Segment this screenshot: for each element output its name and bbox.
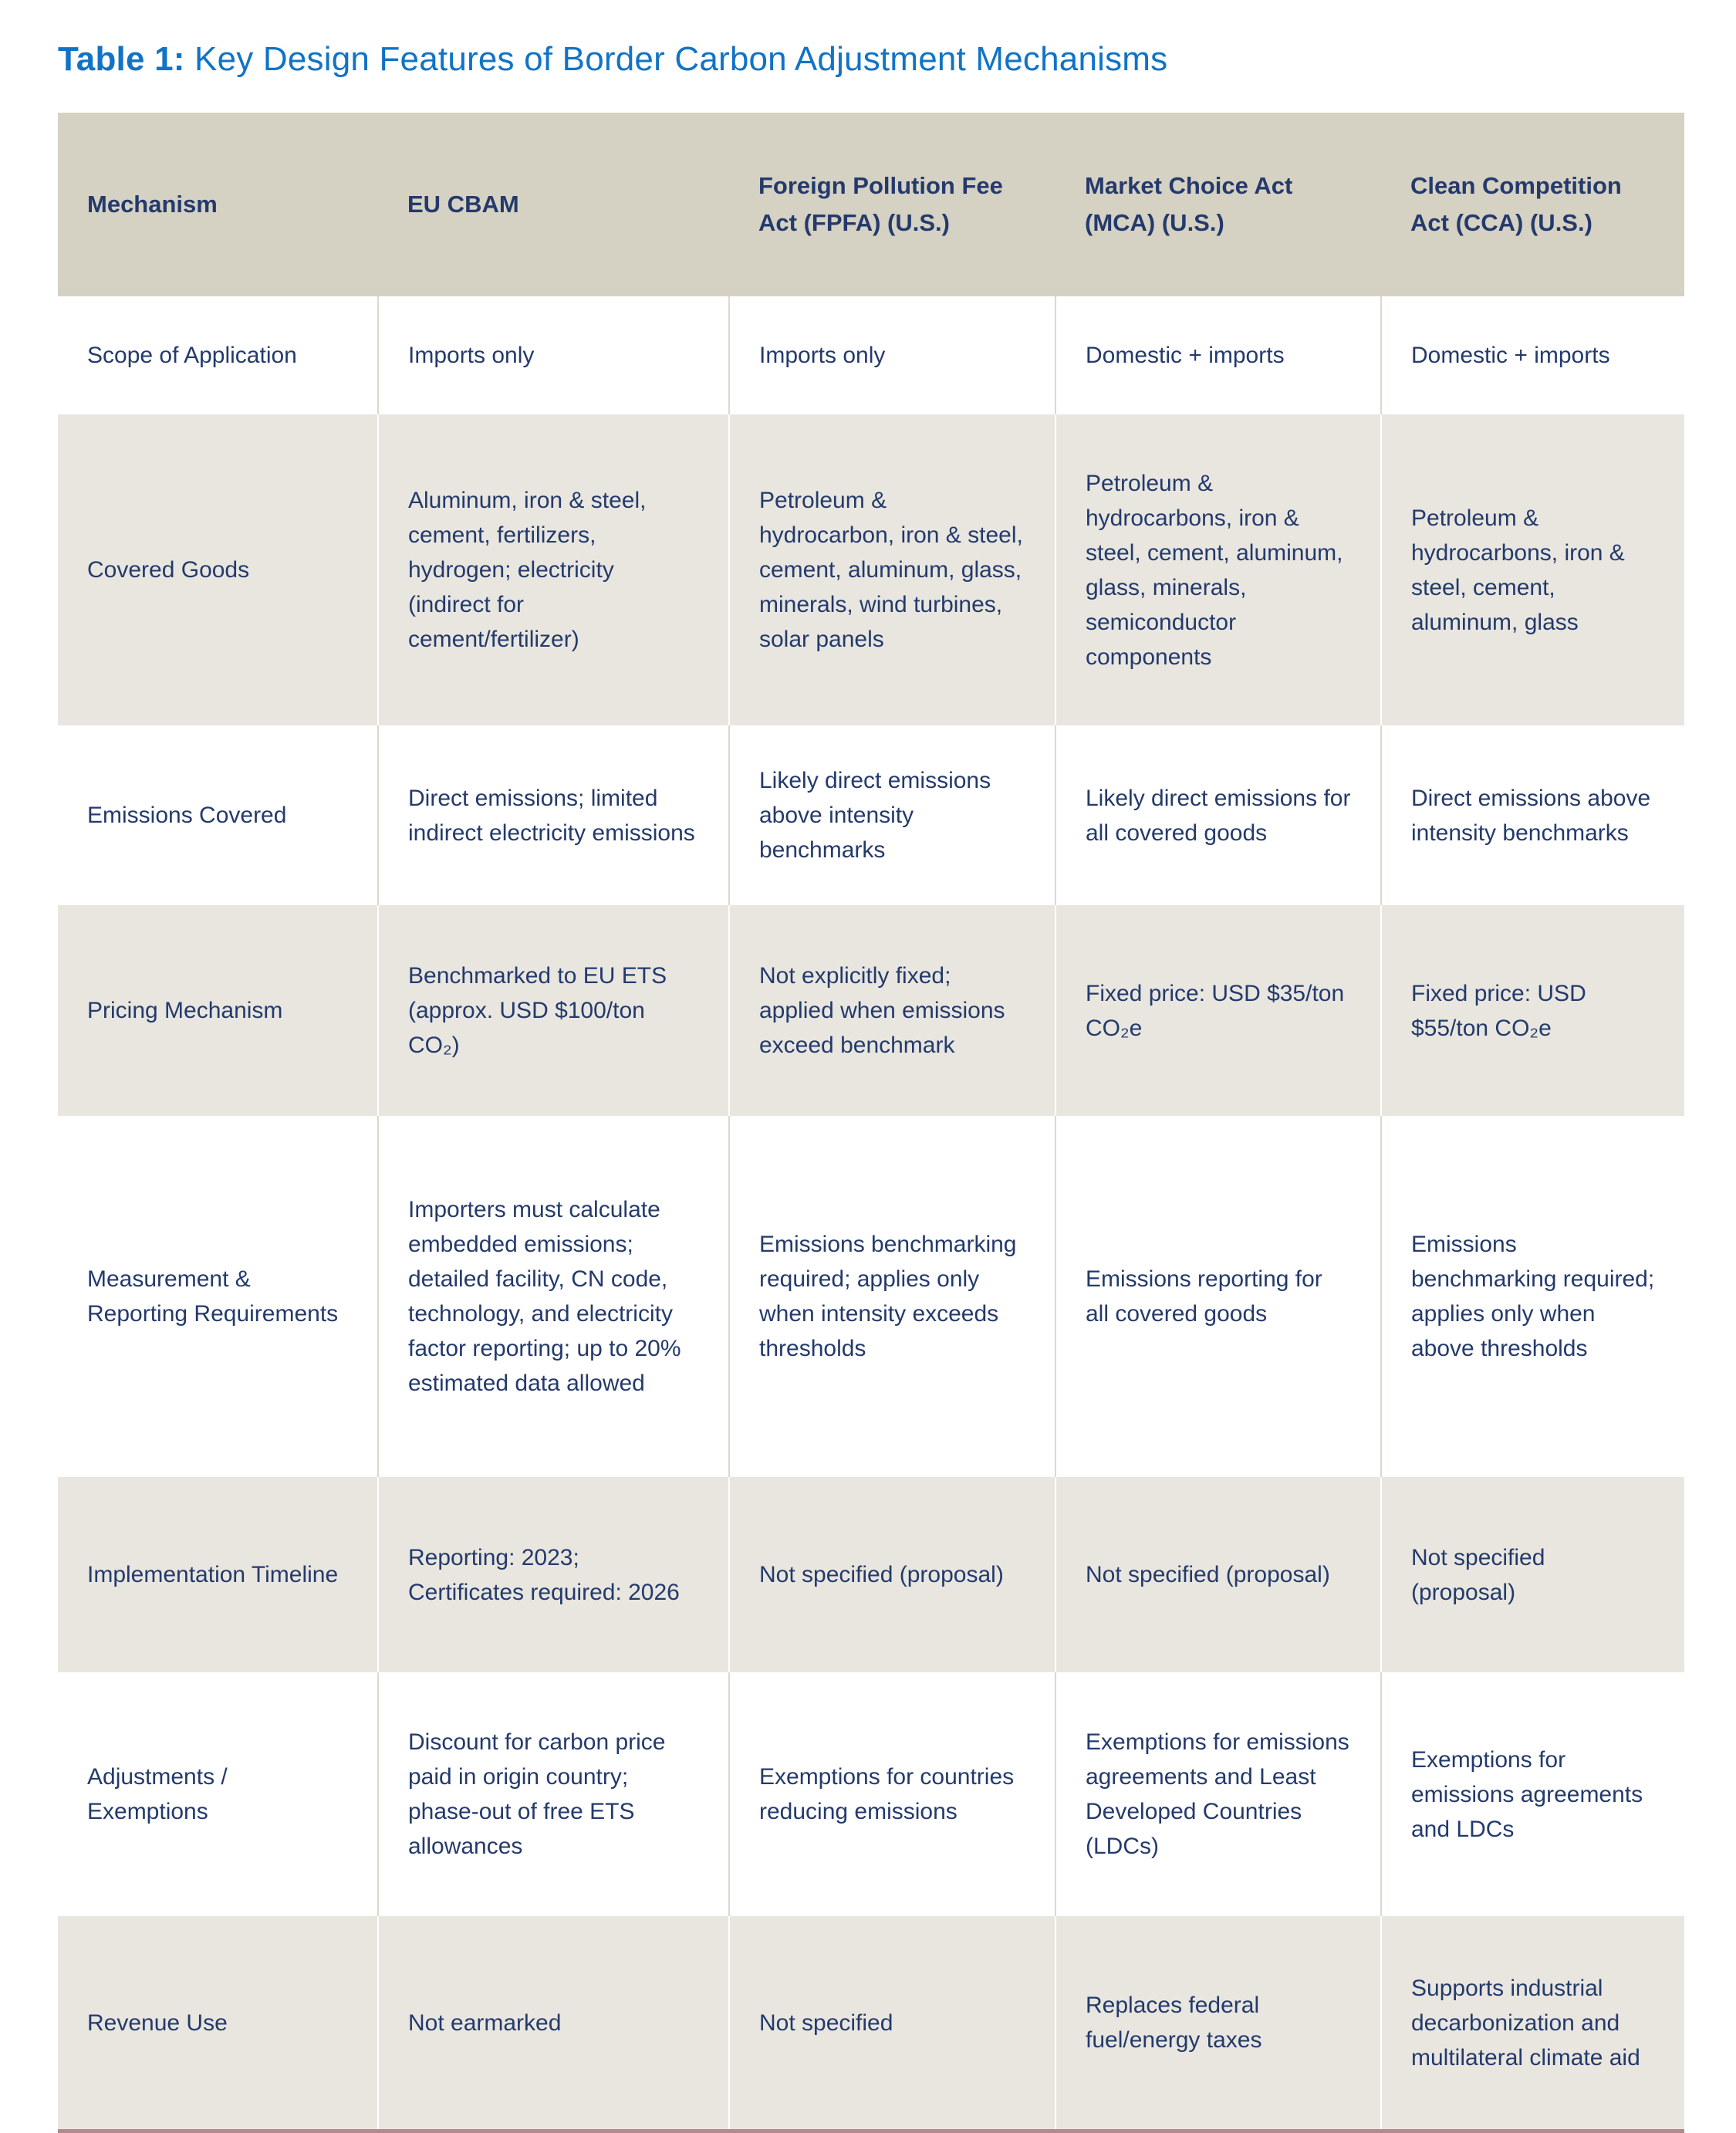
table-title-prefix: Table 1: [58,40,185,78]
table-cell: Aluminum, iron & steel, cement, fertilizers, hydrogen; electricity (indirect for cement/fertilizer) [378,414,729,725]
row-label: Emissions Covered [58,725,378,905]
table-cell: Fixed price: USD $55/ton CO₂e [1381,905,1684,1116]
table-row-adjustments-exemptions [58,1672,1684,1916]
table-cell: Not specified (proposal) [1381,1477,1684,1672]
table-cell: Imports only [729,296,1055,414]
table-cell: Supports industrial decarbonization and multilateral climate aid [1381,1916,1684,2131]
row-label: Revenue Use [58,1916,378,2131]
table-row-covered-goods [58,414,1684,725]
table-cell: Exemptions for emissions agreements and Least Developed Countries (LDCs) [1055,1672,1381,1916]
table-cell: Imports only [378,296,729,414]
table-cell: Petroleum & hydrocarbon, iron & steel, cement, aluminum, glass, minerals, wind turbines, solar panels [729,414,1055,725]
table-cell: Direct emissions above intensity benchmarks [1381,725,1684,905]
table-cell: Petroleum & hydrocarbons, iron & steel, cement, aluminum, glass, minerals, semiconductor components [1055,414,1381,725]
table-row-emissions-covered [58,725,1684,905]
row-label: Pricing Mechanism [58,905,378,1116]
table-row-revenue-use [58,1916,1684,2131]
table-cell: Benchmarked to EU ETS (approx. USD $100/ton CO₂) [378,905,729,1116]
header-cell-mechanism: Mechanism [58,113,378,296]
bca-mechanisms-table [58,113,1684,2133]
table-cell: Emissions reporting for all covered goods [1055,1116,1381,1477]
table-row-pricing-mechanism [58,905,1684,1116]
table-cell: Not earmarked [378,1916,729,2131]
table-cell: Not specified [729,1916,1055,2131]
table-cell: Exemptions for emissions agreements and LDCs [1381,1672,1684,1916]
row-label: Covered Goods [58,414,378,725]
table-cell: Likely direct emissions above intensity benchmarks [729,725,1055,905]
table-cell: Exemptions for countries reducing emissions [729,1672,1055,1916]
table-cell: Emissions benchmarking required; applies only when above thresholds [1381,1116,1684,1477]
table-row-measurement-reporting [58,1116,1684,1477]
table-cell: Not specified (proposal) [1055,1477,1381,1672]
table-cell: Petroleum & hydrocarbons, iron & steel, cement, aluminum, glass [1381,414,1684,725]
table-cell: Replaces federal fuel/energy taxes [1055,1916,1381,2131]
table-cell: Domestic + imports [1381,296,1684,414]
header-cell-mca: Market Choice Act (MCA) (U.S.) [1055,113,1381,296]
row-label: Implementation Timeline [58,1477,378,1672]
row-label: Scope of Application [58,296,378,414]
table-cell: Not explicitly fixed; applied when emissions exceed benchmark [729,905,1055,1116]
table-cell: Reporting: 2023; Certificates required: 2026 [378,1477,729,1672]
header-cell-eu-cbam: EU CBAM [378,113,729,296]
header-cell-fpfa: Foreign Pollution Fee Act (FPFA) (U.S.) [729,113,1055,296]
table-title [58,40,1684,79]
row-label: Measurement & Reporting Requirements [58,1116,378,1477]
table-cell: Likely direct emissions for all covered goods [1055,725,1381,905]
table-cell: Discount for carbon price paid in origin country; phase-out of free ETS allowances [378,1672,729,1916]
row-label: Adjustments / Exemptions [58,1672,378,1916]
table-cell: Domestic + imports [1055,296,1381,414]
table-title-text: Key Design Features of Border Carbon Adjustment Mechanisms [194,40,1168,78]
table-cell: Fixed price: USD $35/ton CO₂e [1055,905,1381,1116]
table-cell: Direct emissions; limited indirect electricity emissions [378,725,729,905]
table-cell: Importers must calculate embedded emissions; detailed facility, CN code, technology, and electricity factor reporting; up to 20% estimated data allowed [378,1116,729,1477]
table-row-scope [58,296,1684,414]
header-cell-cca: Clean Competition Act (CCA) (U.S.) [1381,113,1684,296]
table-cell: Emissions benchmarking required; applies only when intensity exceeds thresholds [729,1116,1055,1477]
table-cell: Not specified (proposal) [729,1477,1055,1672]
header-row [58,113,1684,296]
table-row-implementation-timeline [58,1477,1684,1672]
